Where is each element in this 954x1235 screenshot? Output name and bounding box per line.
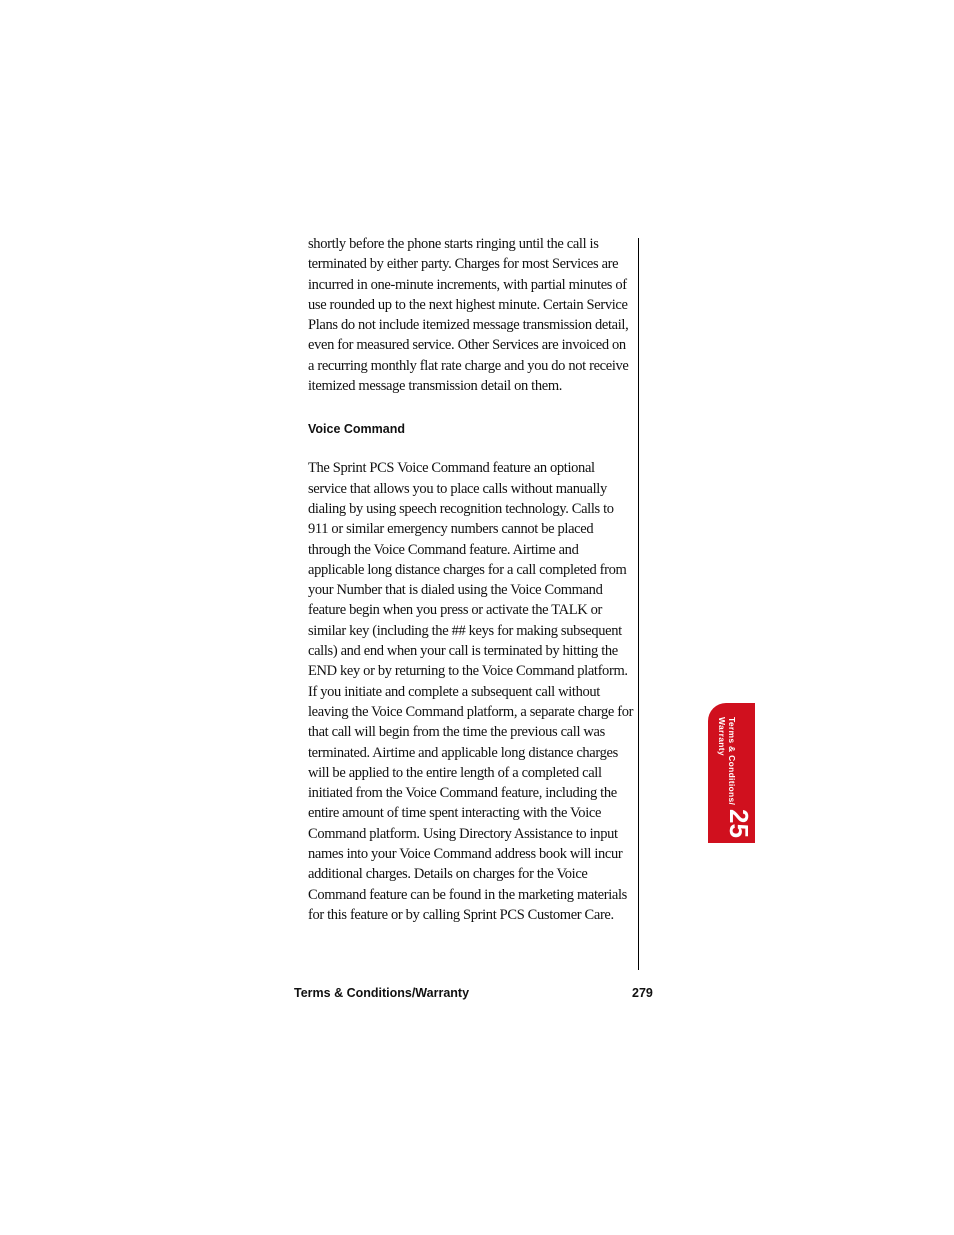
section-heading: Voice Command <box>308 422 406 437</box>
section-tab-number: 25 <box>724 809 754 838</box>
section-tab-label: Terms & Conditions/ Warranty <box>717 717 737 806</box>
body-paragraph: shortly before the phone starts ringing until the call is terminated by either party. Charges for most Services are incurred in one-minute increments, with partial minutes of use rounded up to the next highest minute. Certain Service Plans do not include itemized message transmission detail, even for measured service. Other Services are invoiced on a recurring monthly flat rate charge and you do not receive itemized message transmission detail on them. <box>308 236 629 395</box>
page-number: 279 <box>632 986 653 1000</box>
body-paragraph: The Sprint PCS Voice Command feature an optional service that allows you to place calls without manually dialing by using speech recognition technology. Calls to 911 or similar emergency numbers cannot be placed through the Voice Command feature. Airtime and applicable long distance charges for a call completed from your Number that is dialed using the Voice Command feature begin when you press or activate the TALK or similar key (including the ## keys for making subsequent calls) and end when your call is terminated by hitting the END key or by returning to the Voice Command platform. If you initiate and complete a subsequent call without leaving the Voice Command platform, a separate charge for that call will begin from the time the previous call was terminated. Airtime and applicable long distance charges will be applied to the entire length of a completed call initiated from the Voice Command feature, including the entire amount of time spent interacting with the Voice Command platform. Using Directory Assistance to input names into your Voice Command address book will incur additional charges. Details on charges for the Voice Command feature can be found in the marketing materials for this feature or by calling Sprint PCS Customer Care. <box>308 460 634 923</box>
main-text-column <box>308 234 634 925</box>
footer-title: Terms & Conditions/Warranty <box>294 986 470 1000</box>
section-tab <box>708 703 755 843</box>
column-divider <box>638 238 639 970</box>
